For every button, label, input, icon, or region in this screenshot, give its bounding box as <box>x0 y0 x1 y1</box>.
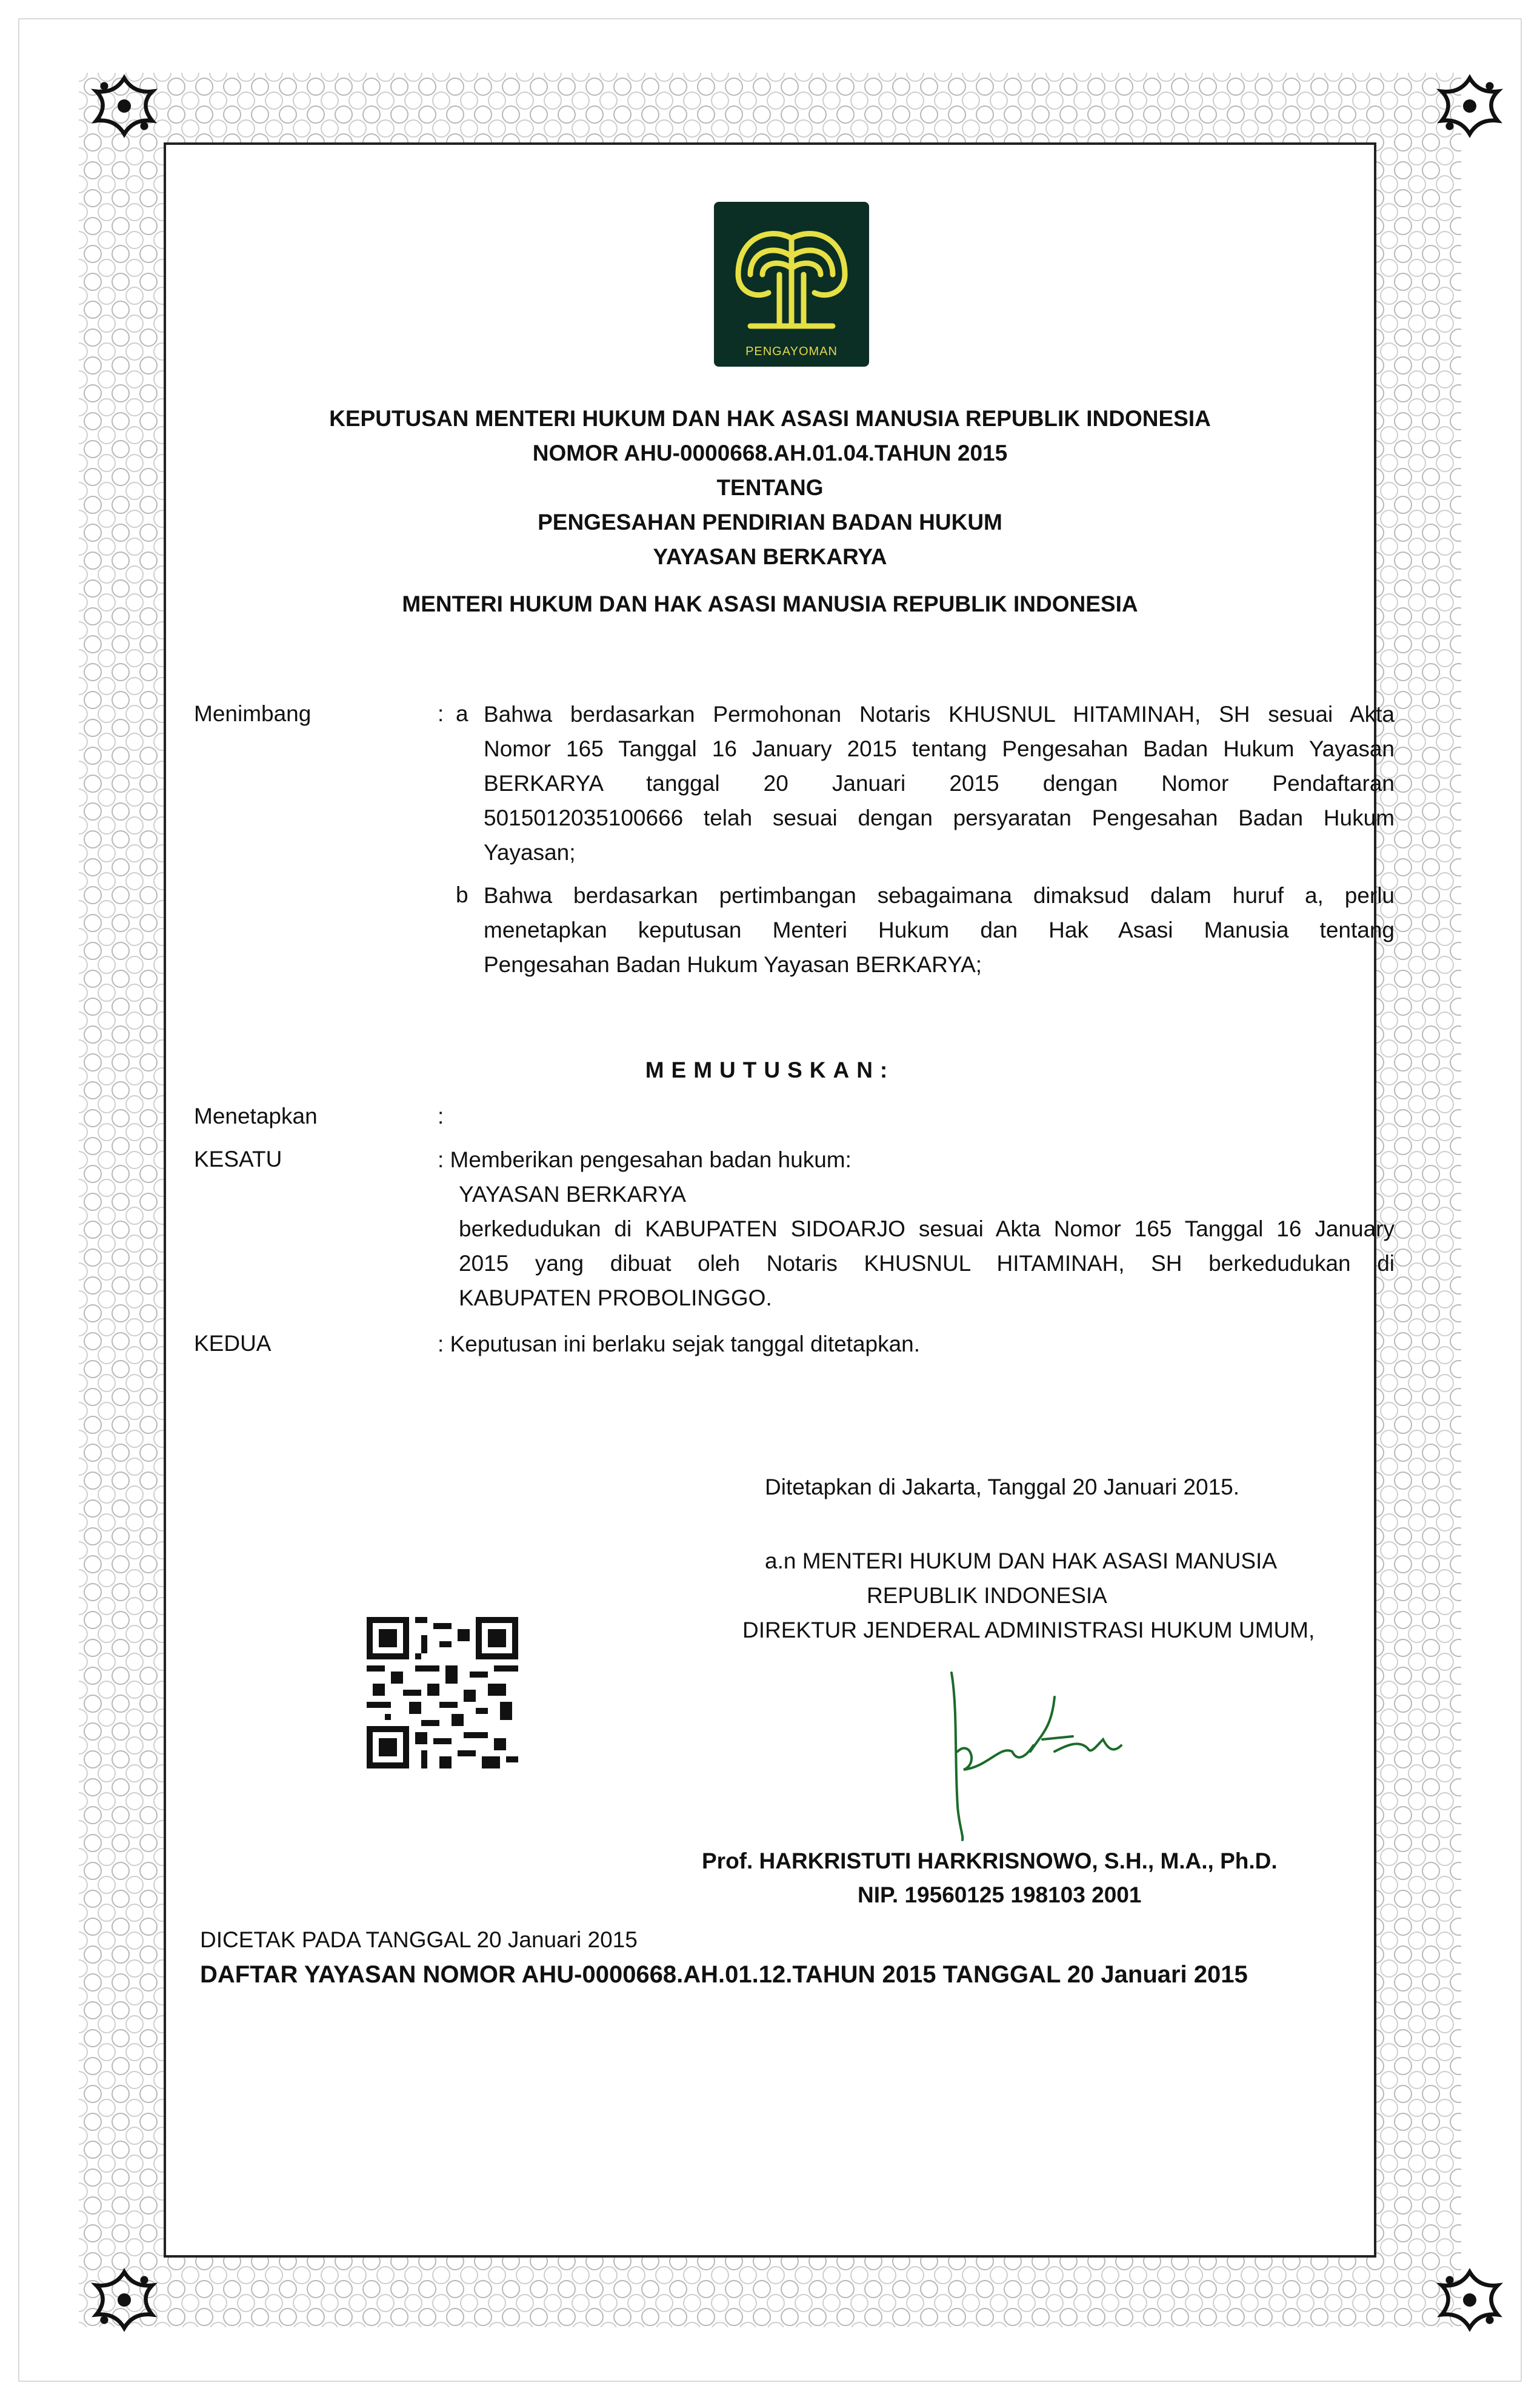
kesatu-label: KESATU <box>194 1147 282 1172</box>
menimbang-colon: : <box>438 701 444 726</box>
place-and-date: Ditetapkan di Jakarta, Tanggal 20 Januari 2015. <box>765 1475 1240 1499</box>
kesatu-detail-line: berkedudukan di KABUPATEN SIDOARJO sesuai Akta Nomor 165 Tanggal 16 January <box>459 1216 1395 1241</box>
minister-heading: MENTERI HUKUM DAN HAK ASASI MANUSIA REPUBLIK INDONESIA <box>402 592 1138 616</box>
on-behalf-line-1: a.n MENTERI HUKUM DAN HAK ASASI MANUSIA <box>765 1548 1278 1573</box>
foundation-name-heading: YAYASAN BERKARYA <box>653 544 887 569</box>
pengayoman-logo <box>714 202 869 367</box>
kesatu-detail-line: 2015 yang dibuat oleh Notaris KHUSNUL HITAMINAH, SH berkedudukan di <box>459 1251 1395 1276</box>
consideration-b <box>484 878 1395 982</box>
on-behalf-line-2: REPUBLIK INDONESIA <box>867 1583 1107 1608</box>
menimbang-label: Menimbang <box>194 701 312 726</box>
decree-title: KEPUTUSAN MENTERI HUKUM DAN HAK ASASI MANUSIA REPUBLIK INDONESIA <box>329 406 1211 431</box>
consideration-a <box>484 697 1395 870</box>
decree-tentang: TENTANG <box>716 475 824 500</box>
item-a-marker: a <box>456 701 468 726</box>
menetapkan-colon: : <box>438 1104 444 1128</box>
signer-name: Prof. HARKRISTUTI HARKRISNOWO, S.H., M.A., Ph.D. <box>702 1848 1278 1873</box>
signer-nip: NIP. 19560125 198103 2001 <box>858 1882 1142 1907</box>
consideration-b-line: Pengesahan Badan Hukum Yayasan BERKARYA; <box>484 952 982 977</box>
menetapkan-label: Menetapkan <box>194 1104 318 1128</box>
consideration-b-line: menetapkan keputusan Menteri Hukum dan Hak Asasi Manusia tentang <box>484 918 1395 942</box>
fleur-corner-ornament-icon <box>1436 2267 1503 2333</box>
consideration-a-line: Bahwa berdasarkan Permohonan Notaris KHUSNUL HITAMINAH, SH sesuai Akta <box>484 702 1395 727</box>
item-b-marker: b <box>456 882 468 907</box>
qr-code-icon <box>367 1617 518 1768</box>
consideration-a-line: 5015012035100666 telah sesuai dengan persyaratan Pengesahan Badan Hukum <box>484 805 1395 830</box>
logo-caption: PENGAYOMAN <box>745 345 838 358</box>
kesatu-details <box>459 1212 1395 1315</box>
fleur-corner-ornament-icon <box>91 73 158 139</box>
on-behalf-line-3: DIREKTUR JENDERAL ADMINISTRASI HUKUM UMUM, <box>742 1618 1315 1642</box>
fleur-corner-ornament-icon <box>1436 73 1503 139</box>
decree-subject: PENGESAHAN PENDIRIAN BADAN HUKUM <box>538 510 1002 535</box>
registry-number: DAFTAR YAYASAN NOMOR AHU-0000668.AH.01.12.TAHUN 2015 TANGGAL 20 Januari 2015 <box>200 1961 1248 1988</box>
handwritten-signature <box>927 1661 1158 1842</box>
kesatu-foundation-name: YAYASAN BERKARYA <box>459 1182 686 1207</box>
printed-date: DICETAK PADA TANGGAL 20 Januari 2015 <box>200 1927 638 1952</box>
consideration-a-line: Yayasan; <box>484 840 576 865</box>
consideration-a-line: BERKARYA tanggal 20 Januari 2015 dengan Nomor Pendaftaran <box>484 771 1395 796</box>
memutuskan-heading: MEMUTUSKAN: <box>645 1058 895 1082</box>
fleur-corner-ornament-icon <box>91 2267 158 2333</box>
consideration-a-line: Nomor 165 Tanggal 16 January 2015 tentang Pengesahan Badan Hukum Yayasan <box>484 736 1395 761</box>
consideration-b-line: Bahwa berdasarkan pertimbangan sebagaimana dimaksud dalam huruf a, perlu <box>484 883 1395 908</box>
decree-number: NOMOR AHU-0000668.AH.01.04.TAHUN 2015 <box>532 441 1008 465</box>
kesatu-line-1: : Memberikan pengesahan badan hukum: <box>438 1147 852 1172</box>
kesatu-detail-line: KABUPATEN PROBOLINGGO. <box>459 1285 772 1310</box>
kedua-text: : Keputusan ini berlaku sejak tanggal ditetapkan. <box>438 1332 921 1356</box>
kedua-label: KEDUA <box>194 1331 272 1356</box>
